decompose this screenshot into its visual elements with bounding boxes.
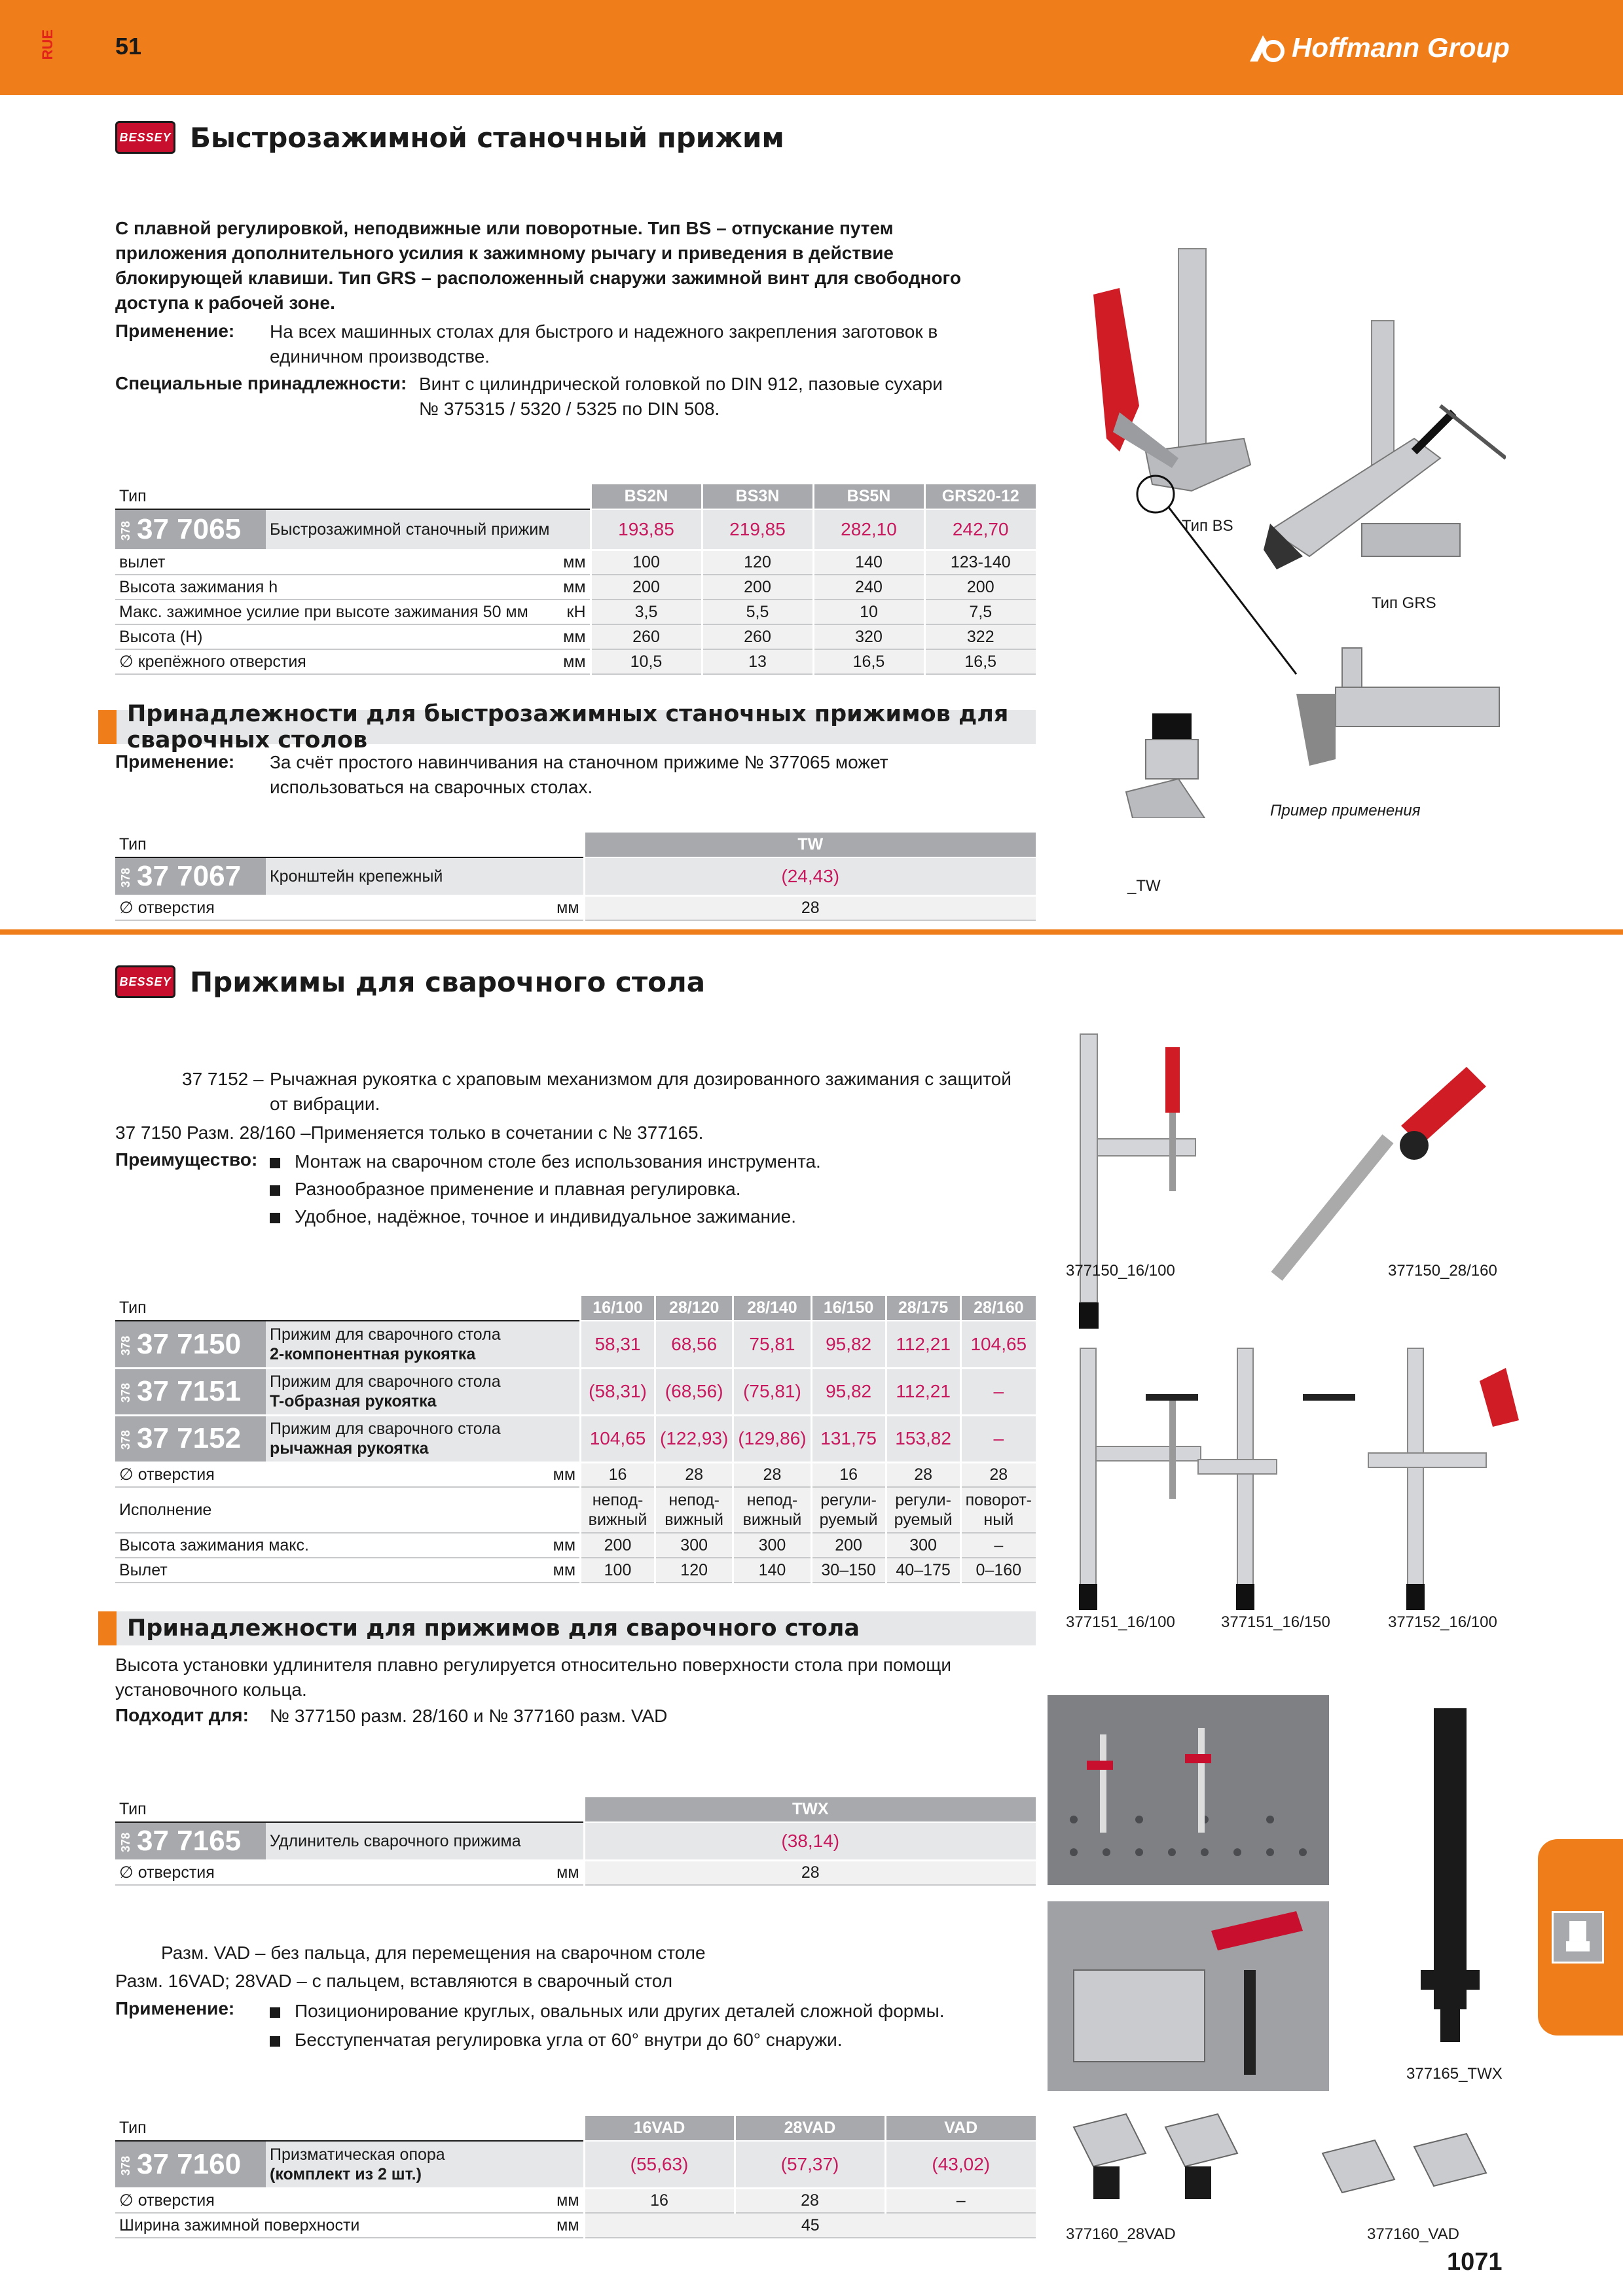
article-description: Прижим для сварочного стола T-образная рукоятка xyxy=(266,1368,581,1415)
caption-377151-16-150: 377151_16/150 xyxy=(1221,1613,1330,1631)
article-description: Быстрозажимной станочный прижим xyxy=(266,509,591,550)
list-item: Монтаж на сварочном столе без использования инструмента. xyxy=(270,1148,821,1175)
spec-row: Высота (H) мм 260 260 320 322 xyxy=(115,624,1036,649)
spec-row: ∅ отверстия мм 28 xyxy=(115,1860,1036,1885)
application-text: За счёт простого навинчивания на станочном прижиме № 377065 может использоваться на сварочных столах. xyxy=(270,752,888,797)
section1-intro: С плавной регулировкой, неподвижные или поворотные. Тип BS – отпускание путем приложения дополнительного усилия к зажимному рычагу и приведения в действие блокирующей клавиши. Тип GRS – расположенный снаружи зажимной винт для свободного доступа к рабочей зоне. xyxy=(115,218,961,313)
accessories-2-intro: Высота установки удлинителя плавно регулируется относительно поверхности стола при помощи установочного кольца. xyxy=(115,1655,952,1700)
col-header: TWX xyxy=(584,1797,1036,1822)
col-header: 28VAD xyxy=(735,2116,885,2141)
caption-type-bs: Тип BS xyxy=(1182,517,1233,535)
accessory-illustrations xyxy=(1048,1695,1519,2245)
advantage-label: Преимущество: xyxy=(115,1149,258,1170)
fits-label: Подходит для: xyxy=(115,1705,249,1725)
article-number: 378 37 7150 xyxy=(115,1321,266,1368)
section-title-welding-clamps xyxy=(115,965,705,998)
list-item: Удобное, надёжное, точное и индивидуальное зажимание. xyxy=(270,1203,821,1230)
spec-row: Макс. зажимное усилие при высоте зажимания 50 мм кН 3,5 5,5 10 7,5 xyxy=(115,600,1036,624)
col-header: 28/140 xyxy=(733,1296,811,1321)
application-label: Применение: xyxy=(115,1998,235,2018)
spec-row: ∅ отверстия мм 28 xyxy=(115,895,1036,920)
clamping-chapter-icon xyxy=(1552,1911,1604,1964)
type-label: Тип xyxy=(115,833,584,857)
page-number-bottom: 1071 xyxy=(1447,2248,1503,2276)
article-number: 378 37 7067 xyxy=(115,857,266,895)
col-header: 28/120 xyxy=(655,1296,733,1321)
page-number-top: 51 xyxy=(115,33,142,60)
caption-type-grs: Тип GRS xyxy=(1372,594,1436,612)
fits-text: № 377150 разм. 28/160 и № 377160 разм. VAD xyxy=(270,1706,668,1726)
article-number: 378 37 7152 xyxy=(115,1415,266,1462)
price: 282,10 xyxy=(813,509,924,550)
caption-377150-28-160: 377150_28/160 xyxy=(1388,1262,1497,1280)
col-header: BS5N xyxy=(813,484,924,509)
col-header: VAD xyxy=(885,2116,1036,2141)
spec-row: Высота зажимания h мм 200 200 240 200 xyxy=(115,575,1036,600)
vad-line-1: Разм. VAD – без пальца, для перемещения на сварочном столе xyxy=(161,1943,706,1963)
table-welding-clamps: Тип 16/100 28/120 28/140 16/150 28/175 28/160 378 37 7150 Прижим для сварочного стола 2-компонентная рукоятка 58,31 68,56 75,81 95,82 112,21 104,65 378 37 7151 Прижим для сварочного стола T-образная рукоятка (58,31) (68,56) (75,81) 95,82 112,21 – 378 37 7152 Прижим для сварочного стола рычажная рукоятка 104,65 (122,93) (129,86) 131,75 153,82 – ∅ отверстия мм 16 28 28 16 28 28 Исполнение непод- вижный непод- вижный непод- вижный регули- руемый регули- руемый поворот- ный Высота зажимания макс. мм 200 300 300 200 300 – Вылет мм 100 120 140 30–150 40–175 0–160 xyxy=(115,1296,1036,1583)
special-accessories-text: Винт с цилиндрической головкой по DIN 912, пазовые сухари № 375315 / 5320 / 5325 по DIN 508. xyxy=(419,374,943,419)
col-header: 16VAD xyxy=(584,2116,735,2141)
article-description: Призматическая опора (комплект из 2 шт.) xyxy=(266,2141,584,2188)
section-divider xyxy=(0,929,1623,935)
ref-377150-text: 37 7150 Разм. 28/160 –Применяется только в сочетании с № 377165. xyxy=(115,1122,704,1143)
spec-row: ∅ крепёжного отверстия мм 10,5 13 16,5 16,5 xyxy=(115,649,1036,674)
type-label: Тип xyxy=(115,2116,584,2141)
type-label: Тип xyxy=(115,484,591,509)
application-text: На всех машинных столах для быстрого и надежного закрепления заготовок в единичном производстве. xyxy=(270,321,938,367)
table-377067 xyxy=(115,833,1036,921)
col-header: TW xyxy=(584,833,1036,857)
subsection-accessories-1: Принадлежности для быстрозажимных станочных прижимов для сварочных столов xyxy=(98,710,1036,744)
application-label: Применение: xyxy=(115,321,235,341)
price: 193,85 xyxy=(591,509,702,550)
col-header: 16/150 xyxy=(811,1296,886,1321)
caption-tw: _TW xyxy=(1127,877,1161,895)
vad-line-2: Разм. 16VAD; 28VAD – с пальцем, вставляются в сварочный стол xyxy=(115,1971,673,1991)
table-377160: Тип 16VAD 28VAD VAD 378 37 7160 Призматическая опора (комплект из 2 шт.) (55,63) (57,37) (43,02) ∅ отверстия мм 16 28 – Ширина зажимной поверхности мм 45 xyxy=(115,2116,1036,2238)
bessey-badge: BESSEY xyxy=(115,121,175,154)
article-description: Прижим для сварочного стола 2-компонентная рукоятка xyxy=(266,1321,581,1368)
article-number: 378 37 7151 xyxy=(115,1368,266,1415)
subsection-accessories-2: Принадлежности для прижимов для сварочного стола xyxy=(98,1611,1036,1645)
table-377165 xyxy=(115,1797,1036,1886)
spec-row: Высота зажимания макс. мм 200 300 300 200 300 – xyxy=(115,1533,1036,1558)
caption-377151-16-100: 377151_16/100 xyxy=(1066,1613,1175,1631)
article-number: 378 37 7065 xyxy=(115,509,266,550)
application-label: Применение: xyxy=(115,751,235,772)
clamp-illustrations xyxy=(1048,242,1506,818)
brand-name: Hoffmann Group xyxy=(1292,32,1510,63)
col-header: 16/100 xyxy=(581,1296,655,1321)
price: 242,70 xyxy=(924,509,1036,550)
article-description: Кронштейн крепежный xyxy=(266,857,584,895)
price: (24,43) xyxy=(584,857,1036,895)
application-list xyxy=(270,1997,945,2054)
table-377065 xyxy=(115,484,1036,675)
brand-logo xyxy=(1247,31,1510,64)
ref-377152-text: Рычажная рукоятка с храповым механизмом для дозированного зажимания с защитой от вибрации. xyxy=(270,1069,1012,1114)
col-header: GRS20-12 xyxy=(924,484,1036,509)
spec-row: Исполнение непод- вижный непод- вижный непод- вижный регули- руемый регули- руемый поворот- ный xyxy=(115,1487,1036,1533)
article-description: Прижим для сварочного стола рычажная рукоятка xyxy=(266,1415,581,1462)
article-number: 378 37 7160 xyxy=(115,2141,266,2188)
article-number: 378 37 7165 xyxy=(115,1822,266,1860)
type-label: Тип xyxy=(115,1296,581,1321)
special-accessories-label: Специальные принадлежности: xyxy=(115,373,407,393)
hoffmann-logo-icon xyxy=(1247,31,1286,64)
language-code: RUE xyxy=(39,29,56,60)
col-header: 28/175 xyxy=(886,1296,960,1321)
section-heading: Быстрозажимной станочный прижим xyxy=(190,121,784,154)
spec-row: вылет мм 100 120 140 123-140 xyxy=(115,550,1036,575)
col-header: BS3N xyxy=(702,484,813,509)
price: (38,14) xyxy=(584,1822,1036,1860)
price: 219,85 xyxy=(702,509,813,550)
spec-row: ∅ отверстия мм 16 28 – xyxy=(115,2188,1036,2213)
spec-row: Ширина зажимной поверхности мм 45 xyxy=(115,2213,1036,2238)
caption-377160-28vad: 377160_28VAD xyxy=(1066,2225,1176,2243)
caption-example: Пример применения xyxy=(1270,802,1421,819)
type-label: Тип xyxy=(115,1797,584,1822)
bessey-badge: BESSEY xyxy=(115,965,175,998)
list-item: Позиционирование круглых, овальных или других деталей сложной формы. xyxy=(270,1997,945,2026)
section-title-machine-clamp xyxy=(115,121,784,154)
col-header: 28/160 xyxy=(960,1296,1036,1321)
caption-377165-twx: 377165_TWX xyxy=(1406,2065,1503,2083)
spec-row: Вылет мм 100 120 140 30–150 40–175 0–160 xyxy=(115,1558,1036,1583)
list-item: Разнообразное применение и плавная регулировка. xyxy=(270,1175,821,1203)
list-item: Бесступенчатая регулировка угла от 60° внутри до 60° снаружи. xyxy=(270,2026,945,2054)
welding-clamp-illustrations xyxy=(1061,1028,1532,1617)
advantage-list xyxy=(270,1148,821,1230)
ref-377152: 37 7152 – xyxy=(182,1069,264,1089)
col-header: BS2N xyxy=(591,484,702,509)
caption-377152-16-100: 377152_16/100 xyxy=(1388,1613,1497,1631)
spec-row: ∅ отверстия мм 16 28 28 16 28 28 xyxy=(115,1462,1036,1487)
caption-377150-16-100: 377150_16/100 xyxy=(1066,1262,1175,1280)
article-description: Удлинитель сварочного прижима xyxy=(266,1822,584,1860)
caption-377160-vad: 377160_VAD xyxy=(1367,2225,1459,2243)
section-heading: Прижимы для сварочного стола xyxy=(190,965,706,998)
